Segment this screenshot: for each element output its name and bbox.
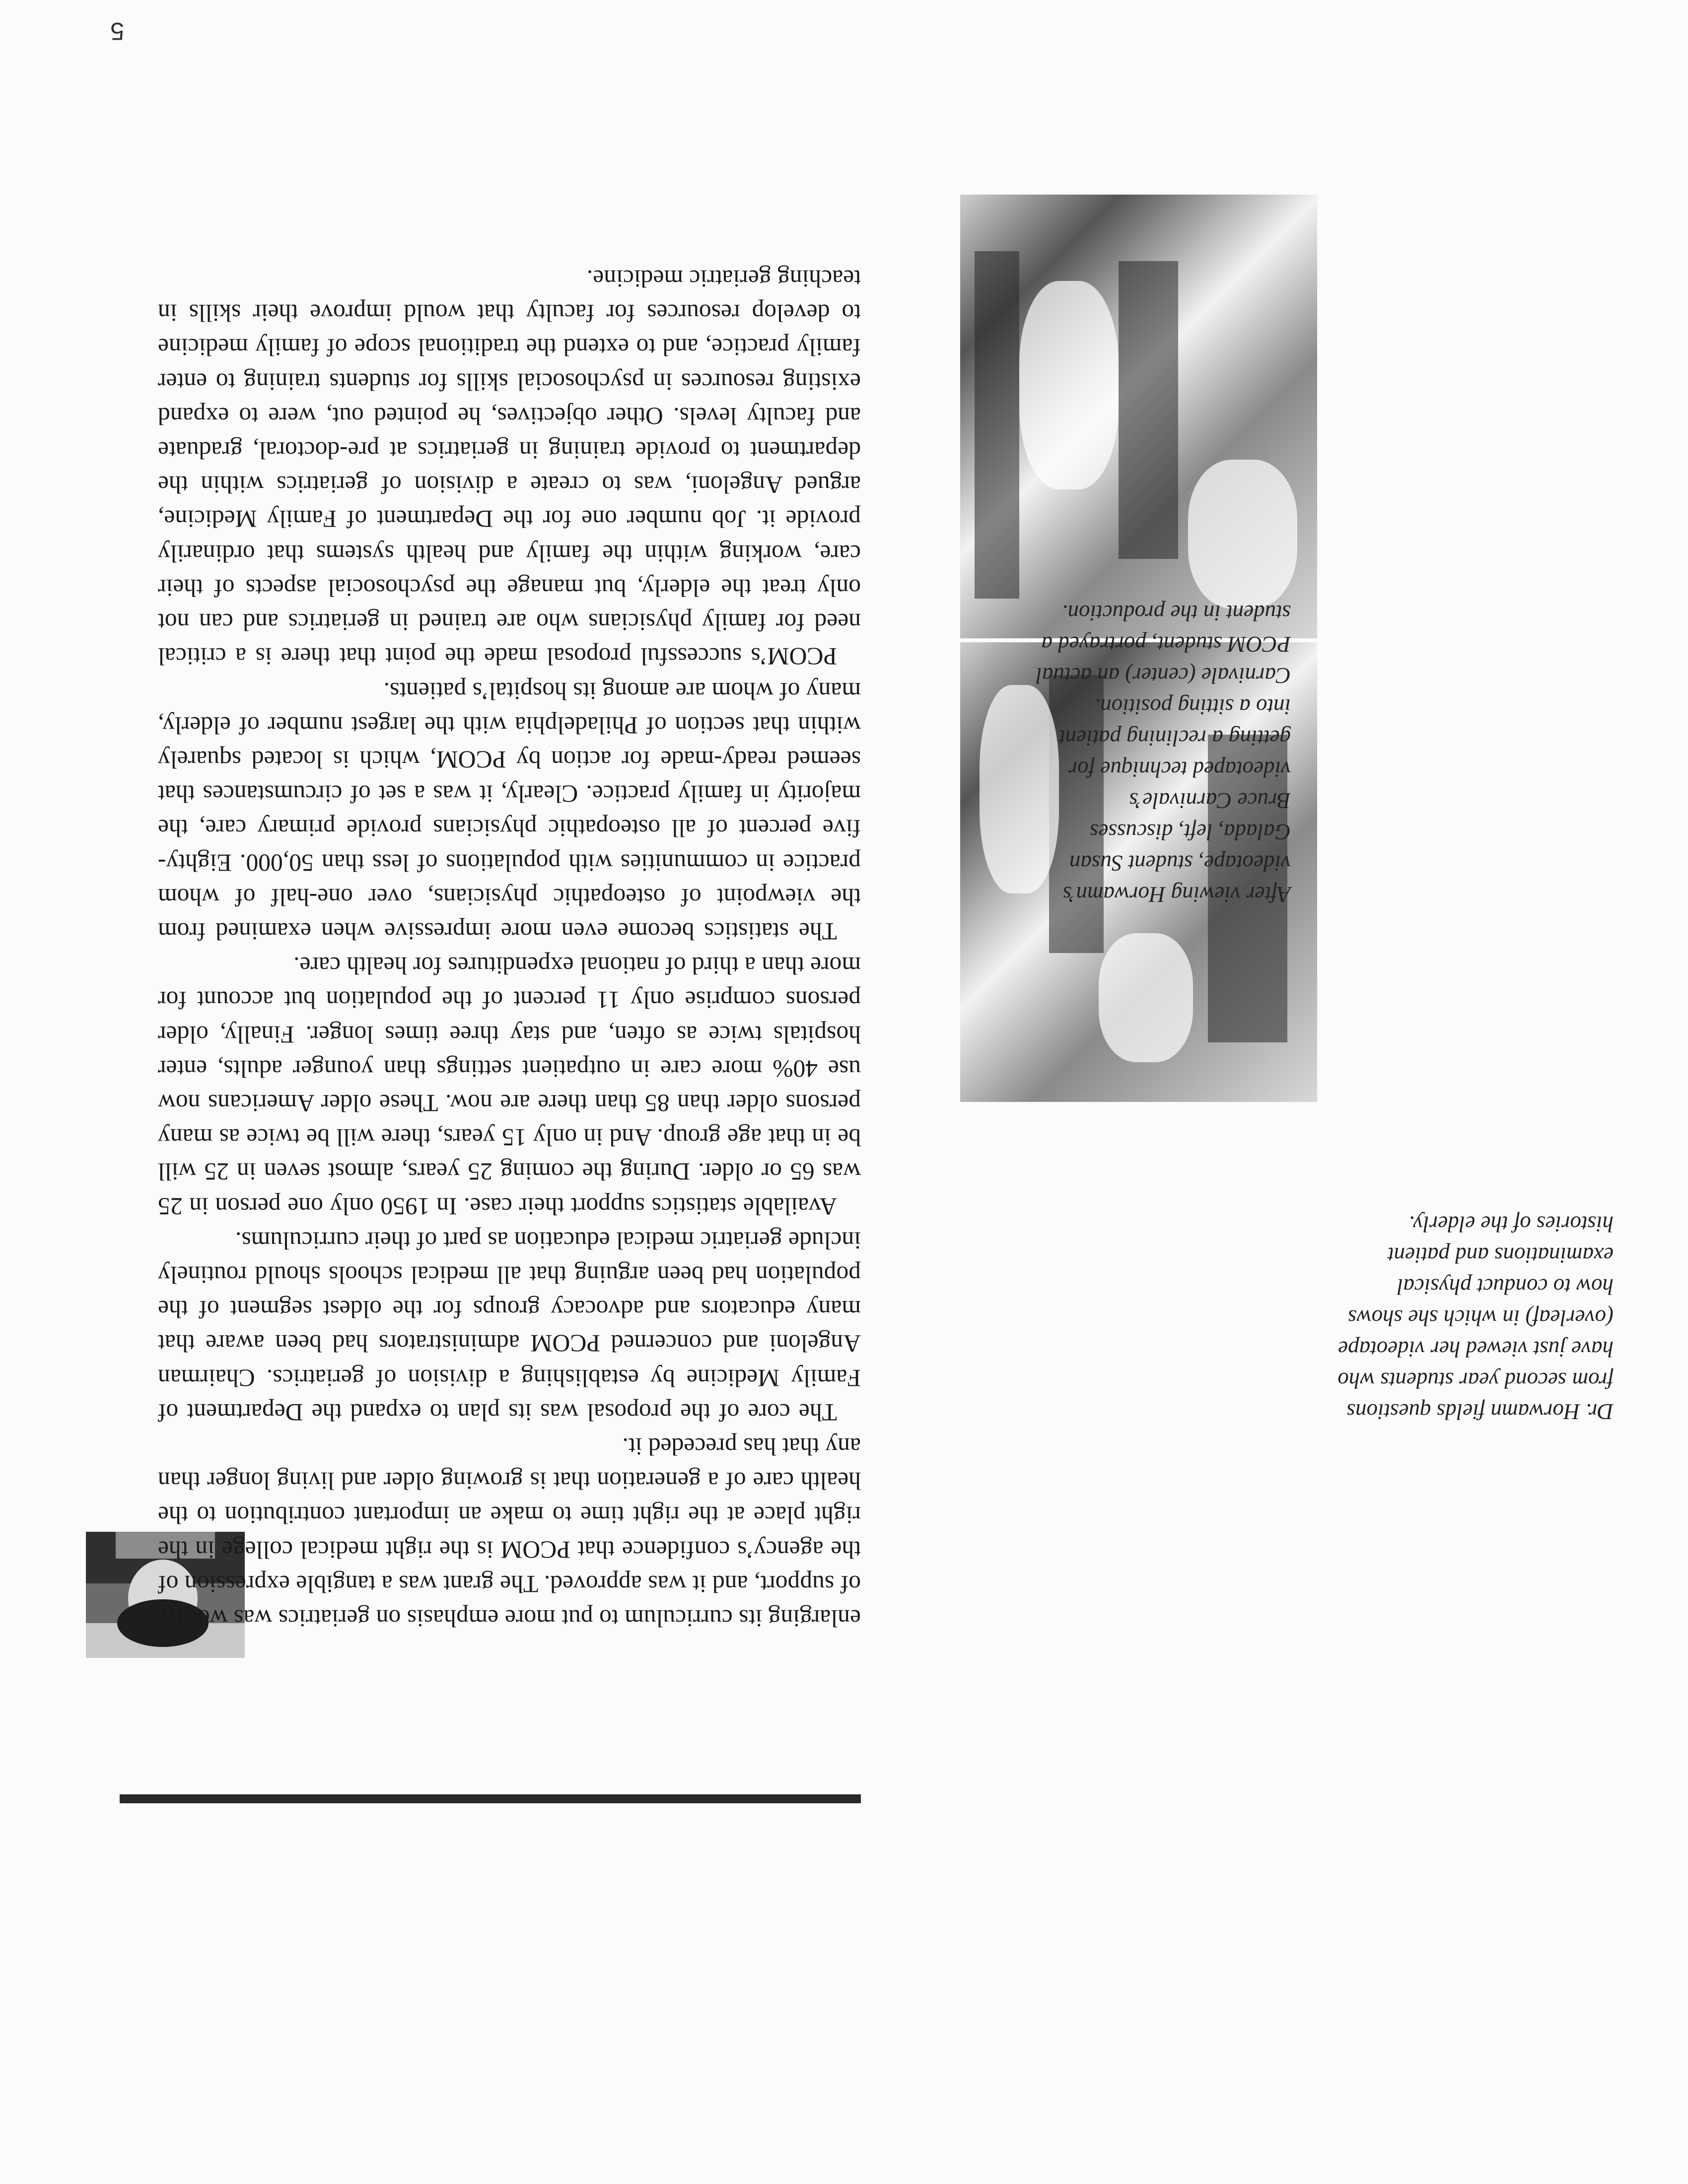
article-body: [158, 262, 861, 1636]
paragraph: The core of the proposal was its plan to expand the Department of Family Medicine by establishing a division of geriatrics. Chairman Angeloni and concerned PCOM administrators had been aware that many educators and advocacy groups for the oldest segment of the population had been arguing that all medical schools should routinely include geriatric medical education as part of their curriculums.: [158, 1227, 861, 1426]
header-rule: [120, 1794, 861, 1803]
paragraph: enlarging its curriculum to put more emphasis on geriatrics was worthy of support, and it was approved. The grant was a tangible expression of the agency’s confidence that PCOM is the right medical college in the right place at the right time to make an important contribution to the health care of a generation that is growing older and living longer than any that has preceded it.: [158, 1433, 861, 1632]
paragraph: Available statistics support their case. In 1950 only one person in 25 was 65 or older. During the coming 25 years, almost seven in 25 will be in that age group. And in only 15 years, there will be twice as many persons older than 85 than there are now. These older Americans now use 40% more care in outpatient settings than younger adults, enter hospitals twice as often, and stay three times longer. Finally, older persons comprise only 11 percent of the population but account for more than a third of national expenditures for health care.: [158, 952, 861, 1220]
paragraph: PCOM’s successful proposal made the point that there is a critical need for family physicians who are trained in geriatrics and can not only treat the elderly, but manage the psychosocial aspects of their care, working within the family and health systems that ordinarily provide it. Job number one for the Department of Family Medicine, argued Angeloni, was to create a division of geriatrics within the department to provide training in geriatrics at pre-doctoral, graduate and faculty levels. Other objectives, he pointed out, were to expand existing resources in psychosocial skills for students training to enter family practice, and to extend the traditional scope of family medicine to develop resources for faculty that would improve their skills in teaching geriatric medicine.: [158, 265, 861, 671]
classroom-photo-right: [960, 195, 1317, 638]
photo-caption-horwamm: Dr. Horwamn fields questions from second year students who have just viewed her videotape (overleaf) in which she shows how to conduct physical examinations and patient histories of the elderly.: [1337, 1212, 1614, 1424]
page-number: 5: [110, 17, 124, 45]
paragraph: The statistics become even more impressive when examined from the viewpoint of osteopathic physicians, over one-half of whom practice in communities with populations of less than 50,000. Eighty-five percent of all osteopathic physicians provide primary care, the majority in family practice. Clearly, it was a set of circumstances that seemed ready-made for action by PCOM, which is located squarely within that section of Philadelphia with the largest number of elderly, many of whom are among its hospital’s patients.: [158, 677, 861, 945]
photo-caption-after-viewing: After viewing Horwamn’s videotape, student Susan Galada, left, discusses Bruce Carnivale’s videotaped technique for getting a reclining patient into a sitting position. Carnivale (center) an actual PCOM student, portrayed a student in the production.: [1036, 601, 1291, 907]
